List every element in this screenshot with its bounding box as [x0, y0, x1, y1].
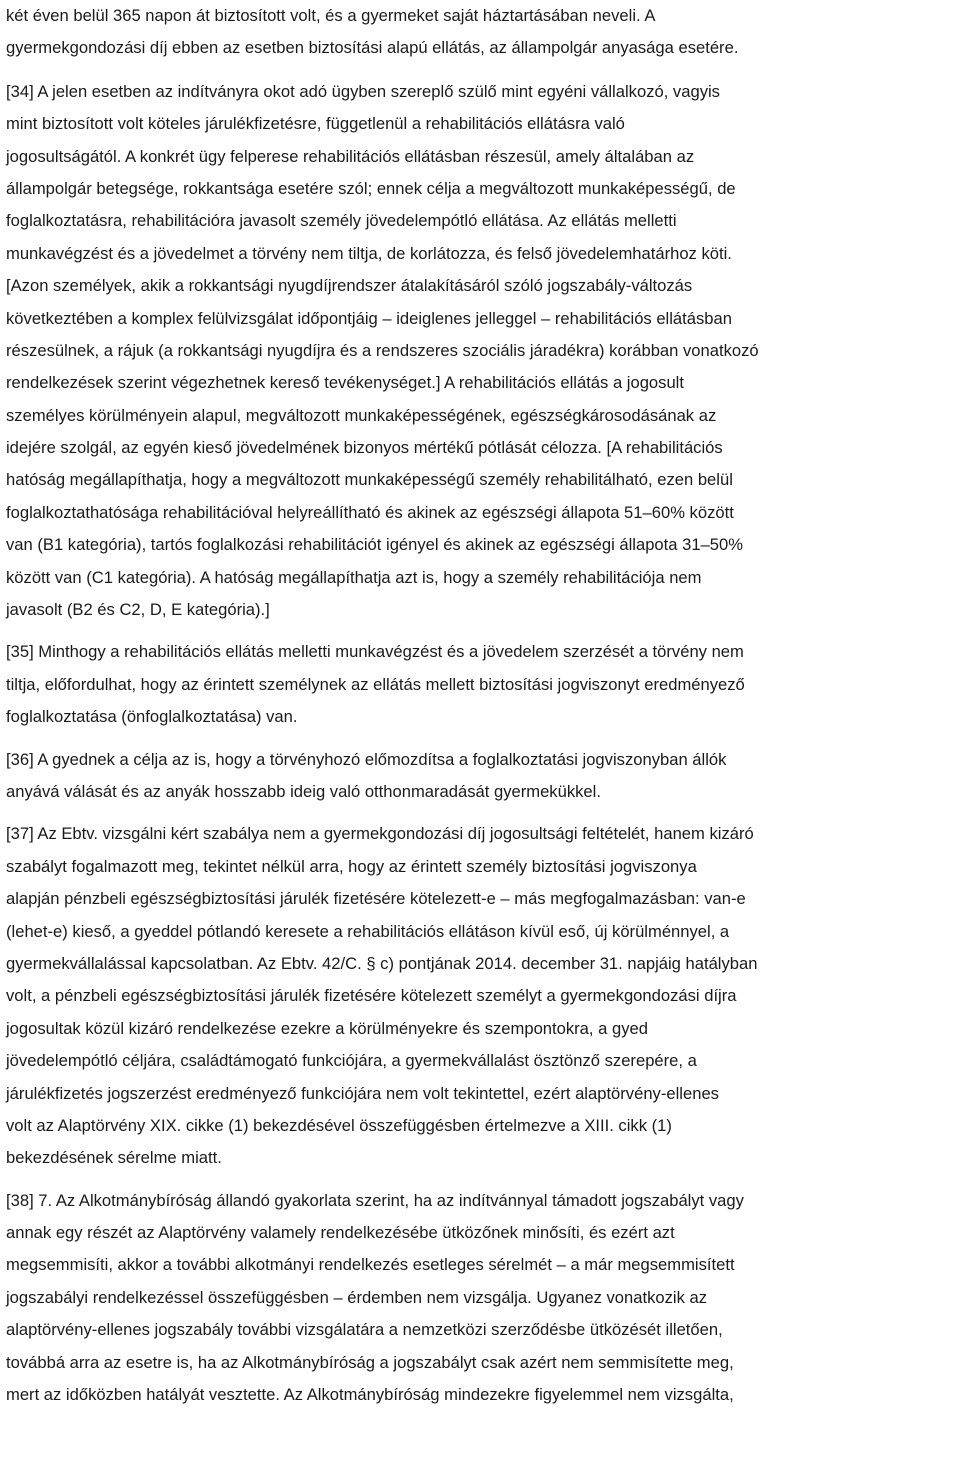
text-line: megsemmisíti, akkor a további alkotmányi rendelkezés esetleges sérelmét – a már megsemmisített	[6, 1255, 735, 1275]
text-line: szabályt fogalmazott meg, tekintet nélkül arra, hogy az érintett személy biztosítási jogviszonya	[6, 856, 697, 876]
text-line: továbbá arra az esetre is, ha az Alkotmánybíróság a jogszabályt csak azért nem semmisítette meg,	[6, 1352, 734, 1372]
text-line: mint biztosított volt köteles járulékfizetésre, függetlenül a rehabilitációs ellátásra való	[6, 114, 625, 134]
text-line: van (B1 kategória), tartós foglalkozási rehabilitációt igényel és akinek az egészségi állapota 31–50%	[6, 535, 744, 555]
text-line: volt az Alaptörvény XIX. cikke (1) bekezdésével összefüggésben értelmezve a XIII. cikk (1)	[6, 1115, 672, 1135]
text-line: állampolgár betegsége, rokkantsága esetére szól; ennek célja a megváltozott munkaképességű, de	[6, 178, 736, 198]
text-line: rendelkezések szerint végezhetnek kereső tevékenységet.] A rehabilitációs ellátás a jogosult	[6, 373, 684, 393]
paragraph-spacer	[6, 734, 954, 744]
text-line: személyes körülményein alapul, megváltozott munkaképességének, egészségkárosodásának az	[6, 405, 717, 425]
text-line: jövedelempótló céljára, családtámogató funkciójára, a gyermekvállalást ösztönző szerepére, a	[6, 1051, 697, 1071]
text-line: mert az időközben hatályát vesztette. Az Alkotmánybíróság mindezekre figyelemmel nem vizsgálta,	[6, 1385, 734, 1405]
text-line: [35] Minthogy a rehabilitációs ellátás melletti munkavégzést és a jövedelem szerzését a törvény nem	[6, 642, 744, 662]
text-line: [37] Az Ebtv. vizsgálni kért szabálya nem a gyermekgondozási díj jogosultsági feltételét, hanem kizáró	[6, 824, 754, 844]
text-line: anyává válását és az anyák hosszabb ideig való otthonmaradását gyermekükkel.	[6, 781, 601, 801]
text-line: jogszabályi rendelkezéssel összefüggésben – érdemben nem vizsgálja. Ugyanez vonatkozik az	[6, 1287, 708, 1307]
text-line: alapján pénzbeli egészségbiztosítási járulék fizetésére kötelezett-e – más megfogalmazásban: van-e	[6, 889, 746, 909]
text-line: foglalkoztatása (önfoglalkoztatása) van.	[6, 707, 298, 727]
paragraph-spacer	[6, 626, 954, 636]
text-line: alaptörvény-ellenes jogszabály további vizsgálatára a nemzetközi szerződésbe ütközését illetően,	[6, 1320, 723, 1340]
text-line: volt, a pénzbeli egészségbiztosítási járulék fizetésére kötelezett személyt a gyermekgondozási díjra	[6, 986, 737, 1006]
text-line: [38] 7. Az Alkotmánybíróság állandó gyakorlata szerint, ha az indítvánnyal támadott jogszabályt vagy	[6, 1190, 744, 1210]
text-line: javasolt (B2 és C2, D, E kategória).]	[6, 600, 270, 620]
text-line: következtében a komplex felülvizsgálat időpontjáig – ideiglenes jelleggel – rehabilitációs ellátásban	[6, 308, 732, 328]
text-line: tiltja, előfordulhat, hogy az érintett személynek az ellátás mellett biztosítási jogviszonyt eredményező	[6, 674, 745, 694]
document-page	[6, 0, 954, 1411]
text-line: gyermekgondozási díj ebben az esetben biztosítási alapú ellátás, az állampolgár anyasága esetére.	[6, 38, 739, 58]
paragraph-37	[6, 818, 954, 1174]
text-line: járulékfizetés jogszerzést eredményező funkciójára nem volt tekintettel, ezért alaptörvény-ellenes	[6, 1083, 719, 1103]
text-line: munkavégzést és a jövedelmet a törvény nem tiltja, de korlátozza, és felső jövedelemhatárhoz köti.	[6, 243, 732, 263]
text-line: jogosultságától. A konkrét ügy felperese rehabilitációs ellátásban részesül, amely általában az	[6, 146, 695, 166]
text-line: gyermekvállalással kapcsolatban. Az Ebtv. 42/C. § c) pontjának 2014. december 31. napjáig hatályban	[6, 953, 758, 973]
text-line: foglalkoztatásra, rehabilitációra javasolt személy jövedelempótló ellátása. Az ellátás melletti	[6, 211, 677, 231]
text-line: idejére szolgál, az egyén kieső jövedelmének bizonyos mértékű pótlását célozza. [A rehabilitációs	[6, 438, 723, 458]
text-line: között van (C1 kategória). A hatóság megállapíthatja azt is, hogy a személy rehabilitációja nem	[6, 567, 702, 587]
text-line: [36] A gyednek a célja az is, hogy a törvényhozó előmozdítsa a foglalkoztatási jogviszonyban állók	[6, 749, 727, 769]
paragraph-38	[6, 1185, 954, 1412]
paragraph-33-continuation	[6, 0, 954, 65]
text-line: [Azon személyek, akik a rokkantsági nyugdíjrendszer átalakításáról szóló jogszabály-változás	[6, 276, 693, 296]
text-line: hatóság megállapíthatja, hogy a megváltozott munkaképességű személy rehabilitálható, ezen belül	[6, 470, 733, 490]
text-line: (lehet-e) kieső, a gyeddel pótlandó keresete a rehabilitációs ellátáson kívül eső, új körülménnyel, a	[6, 921, 730, 941]
text-line: jogosultak közül kizáró rendelkezése ezekre a körülményekre és szempontokra, a gyed	[6, 1018, 648, 1038]
text-line: foglalkoztathatósága rehabilitációval helyreállítható és akinek az egészségi állapota 51–60% között	[6, 502, 734, 522]
text-line: annak egy részét az Alaptörvény valamely rendelkezésébe ütközőnek minősíti, és ezért azt	[6, 1223, 675, 1243]
text-line: bekezdésének sérelme miatt.	[6, 1148, 222, 1168]
paragraph-35	[6, 636, 954, 733]
text-line: részesülnek, a rájuk (a rokkantsági nyugdíjra és a rendszeres szociális járadékra) korábban vonatkozó	[6, 340, 759, 360]
paragraph-34	[6, 76, 954, 627]
text-line: [34] A jelen esetben az indítványra okot adó ügyben szereplő szülő mint egyéni vállalkozó, vagyis	[6, 81, 720, 101]
paragraph-spacer	[6, 808, 954, 818]
paragraph-spacer	[6, 1175, 954, 1185]
text-line: két éven belül 365 napon át biztosított volt, és a gyermeket saját háztartásában neveli. A	[6, 6, 656, 25]
paragraph-36	[6, 744, 954, 809]
